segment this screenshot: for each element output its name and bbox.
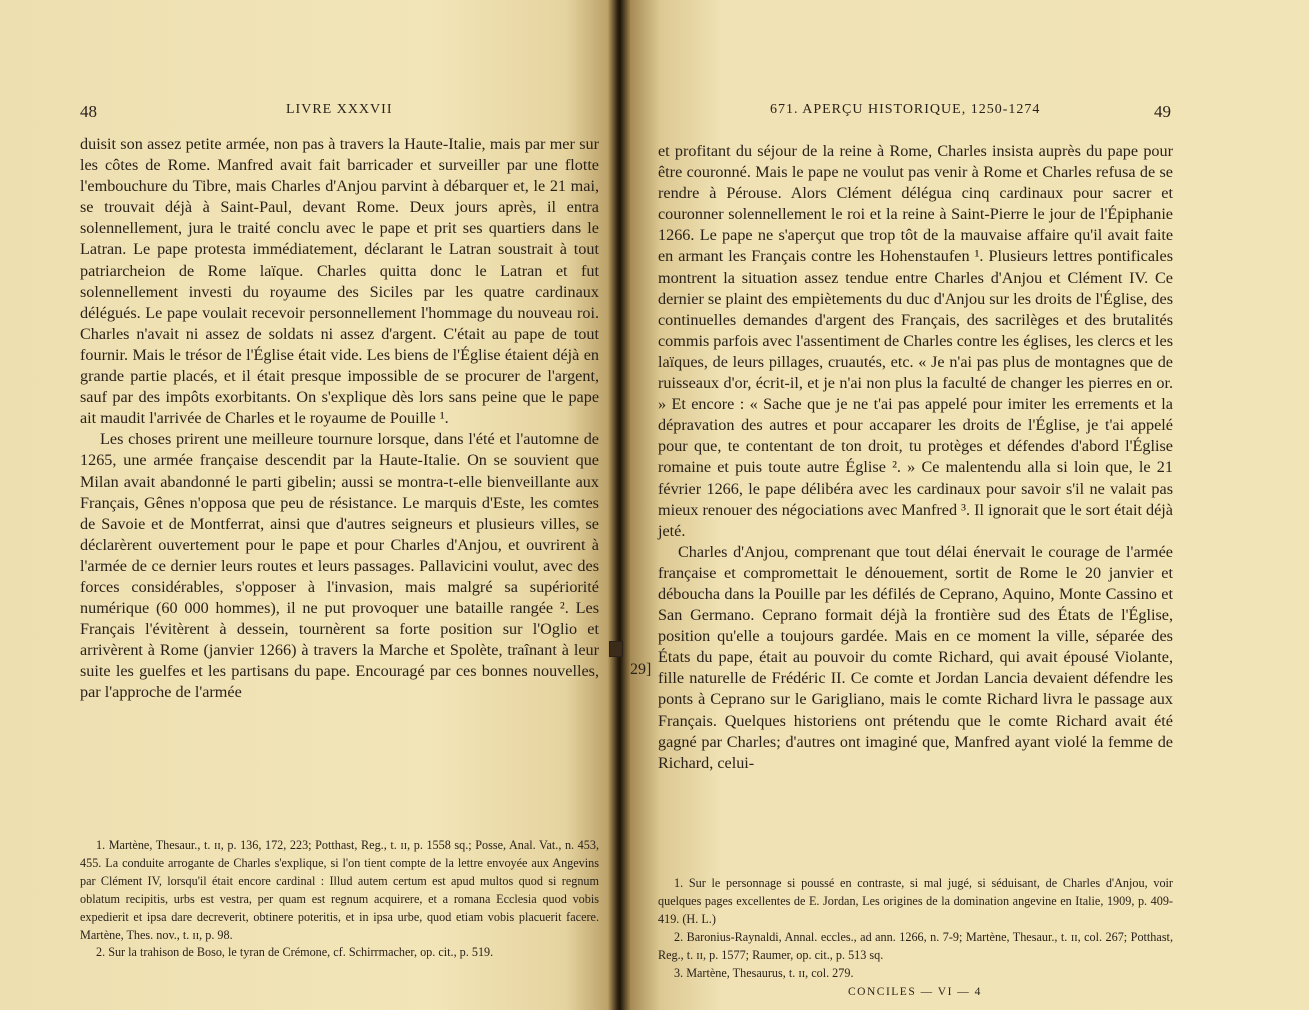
footnote: 2. Sur la trahison de Boso, le tyran de Crémone, cf. Schirrmacher, op. cit., p. 519.	[96, 945, 494, 960]
running-head: LIVRE XXXVII	[286, 102, 393, 117]
footnote: 1. Sur le personnage si poussé en contraste, si mal jugé, si séduisant, de Charles d'Anjou, voir quelques pages excellentes de E. Jordan, Les origines de la domination angevine en Italie, 1909, p. 409-419. (H. L.)	[658, 876, 1173, 926]
footnote: 2. Baronius-Raynaldi, Annal. eccles., ad ann. 1266, n. 7-9; Martène, Thesaur., t. ɪɪ, col. 267; Potthast, Reg., t. ɪɪ, p. 1577; Raumer, op. cit., p. 513 sq.	[658, 929, 1173, 962]
margin-marker-icon	[609, 641, 623, 657]
paragraph: Les choses prirent une meilleure tournure lorsque, dans l'été et l'automne de 1265, une armée française descendit par la Haute-Italie. On se souvient que Milan avait abandonné le parti gibelin; aussi se montra-t-elle bienveillante aux Français, Gênes n'opposa que peu de résistance. Le marquis d'Este, les comtes de Savoie et de Montferrat, ainsi que d'autres seigneurs et plusieurs villes, se déclarèrent ouvertement pour le pape et pour Charles d'Anjou, et ouvrirent à l'armée de ce dernier leurs routes et leurs passages. Pallavicini voulut, avec des forces considérables, s'opposer à l'invasion, mais malgré sa supériorité numérique (60 000 hommes), il ne put provoquer une bataille rangée ². Les Français l'évitèrent à dessein, tournèrent sa forte position sur l'Oglio et arrivèrent à Rome (janvier 1266) à travers la Marche et Spolète, traînant à leur suite les guelfes et les partisans du pape. Encouragé par ces bonnes nouvelles, par l'approche de l'armée	[80, 430, 599, 702]
paragraph: duisit son assez petite armée, non pas à travers la Haute-Italie, mais par mer sur les côtes de Rome. Manfred avait fait barricader et surveiller par une flotte l'embouchure du Tibre, mais Charles d'Anjou parvint à débarquer et, le 21 mai, se trouvait déjà à Saint-Paul, devant Rome. Deux jours après, il entra solennellement, jura le traité conclu avec le pape et prit ses quartiers dans le Latran. Le pape protesta immédiatement, déclarant le Latran soustrait à tout patriarcheion de Rome laïque. Charles quitta donc le Latran et fut solennellement investi du royaume des Siciles par les quatre cardinaux délégués. Le pape voulait recevoir personnellement l'hommage du nouveau roi. Charles n'avait ni assez de soldats ni assez d'argent. C'était au pape de tout fournir. Mais le trésor de l'Église était vide. Les biens de l'Église étaient déjà en grande partie placés, et il était presque impossible de se procurer de l'argent, sauf par des impôts exorbitants. On s'explique dès lors sans peine que le pape ait maudit l'arrivée de Charles et le royaume de Pouille ¹.	[80, 135, 599, 428]
footnotes	[658, 875, 1173, 982]
right-page	[626, 0, 1309, 1010]
margin-reference: 29]	[630, 661, 652, 678]
body-text	[658, 141, 1173, 774]
footnote: 1. Martène, Thesaur., t. ɪɪ, p. 136, 172, 223; Potthast, Reg., t. ɪɪ, p. 1558 sq.; Posse, Anal. Vat., n. 453, 455. La conduite arrogante de Charles s'explique, si l'on tient compte de la lettre envoyée aux Angevins par Clément IV, lorsqu'il était encore cardinal : Illud autem certum est apud multos quod si regnum oblatum recipitis, urbs est vestra, per quam est regnum acquirere, et a romana Ecclesia quod vobis expedierit et ipsa dare decreverit, obtinere poteritis, et in ipsa urbe, quod etiam vobis placuerit facere. Martène, Thes. nov., t. ɪɪ, p. 98.	[80, 838, 599, 942]
running-head: 671. APERÇU HISTORIQUE, 1250-1274	[770, 102, 1041, 117]
signature-mark: CONCILES — VI — 4	[848, 986, 982, 998]
page-number: 48	[80, 102, 97, 121]
footnote: 3. Martène, Thesaurus, t. ɪɪ, col. 279.	[674, 965, 854, 980]
paragraph: Charles d'Anjou, comprenant que tout délai énervait le courage de l'armée française et compromettait le dénouement, sortit de Rome le 20 janvier et déboucha dans la Pouille par les défilés de Ceprano, Aquino, Monte Cassino et San Germano. Ceprano formait déjà la frontière sud des États de l'Église, position qu'elle a toujours gardée. Mais en ce moment la ville, séparée des États du pape, était au pouvoir du comte Richard, qui avait épousé Violante, fille naturelle de Frédéric II. Ce comte et Jordan Lancia devaient défendre les ponts à Ceprano sur le Garigliano, mais le comte Richard livra le passage aux Français. Quelques historiens ont prétendu que le comte Richard avait été gagné par Charles; d'autres ont imaginé que, Manfred ayant violé la femme de Richard, celui-	[658, 542, 1173, 772]
book-gutter	[608, 0, 630, 1010]
body-text	[80, 134, 599, 704]
page-number: 49	[1154, 102, 1171, 121]
paragraph: et profitant du séjour de la reine à Rome, Charles insista auprès du pape pour être couronné. Mais le pape ne voulut pas venir à Rome et Charles refusa de se rendre à Pérouse. Alors Clément délégua cinq cardinaux pour sacrer et couronner solennellement le roi et la reine à Saint-Pierre le jour de l'Épiphanie 1266. Le pape ne s'aperçut que trop tôt de la mauvaise affaire qu'il avait faite en armant les Français contre les Hohenstaufen ¹. Plusieurs lettres pontificales montrent la situation assez tendue entre Charles d'Anjou et Clément IV. Ce dernier se plaint des empiètements du duc d'Anjou sur les droits de l'Église, des continuelles demandes d'argent des Français, des sacrilèges et des brutalités commis parfois avec l'assentiment de Charles contre les églises, les clercs et les laïques, de leurs pillages, cruautés, etc. « Je n'ai pas plus de montagnes que de ruisseaux d'or, écrit-il, et je n'ai non plus la faculté de changer les pierres en or. » Et encore : « Sache que je ne t'ai pas appelé pour imiter les errements et la dépravation des autres et pour accaparer les droits de l'Église, je t'ai appelé pour que, te contentant de ton droit, tu protèges et défendes d'abord l'Église romaine et puis toute autre Église ². » Ce malentendu alla si loin que, le 21 février 1266, le pape délibéra avec les cardinaux pour savoir s'il ne valait pas mieux renouer des négociations avec Manfred ³. Il ignorait que le sort était déjà jeté.	[658, 142, 1173, 540]
footnotes	[80, 837, 599, 962]
left-page	[0, 0, 614, 1010]
